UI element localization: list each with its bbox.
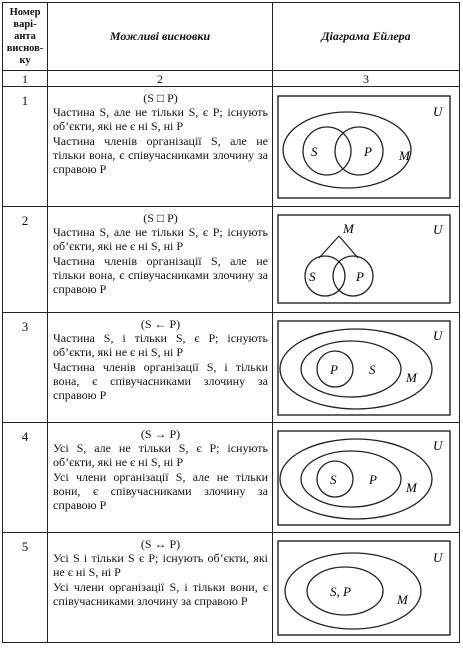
table-row: [3, 313, 460, 423]
conclusion-general: Частина S, але не тільки S, є P; існують об’єкти, які не є ні S, ні P: [53, 225, 268, 254]
column-index-1: 1: [3, 71, 48, 87]
column-index-3: 3: [273, 71, 460, 87]
label-m: M: [343, 220, 354, 236]
formula: (S ← P): [140, 317, 181, 331]
label-p: P: [364, 143, 372, 159]
conclusions-table: [2, 2, 460, 643]
set-m-ellipse: [283, 112, 411, 188]
row-number: 2: [3, 207, 48, 313]
universe-rect: [278, 321, 450, 415]
euler-diagram: [273, 534, 458, 642]
table-row: [3, 533, 460, 643]
euler-diagram: [273, 88, 458, 206]
label-sp: S, P: [330, 583, 351, 599]
label-p: P: [330, 361, 338, 377]
label-m: M: [397, 591, 408, 607]
label-s: S: [309, 268, 316, 284]
conclusion-applied: Усі члени організації S, і тільки вони, є співучасниками злочину за справою P: [53, 579, 268, 608]
label-p: P: [369, 471, 377, 487]
row-number: 3: [3, 313, 48, 423]
label-u: U: [433, 221, 443, 237]
label-s: S: [369, 361, 376, 377]
euler-diagram-cell: [273, 87, 460, 207]
conclusion-general: Частина S, і тільки S, є P; існують об’єкти, які не є ні S, ні P: [53, 331, 268, 360]
set-p-circle: [335, 127, 383, 175]
label-p: P: [356, 268, 364, 284]
conclusion-general: Частина S, але не тільки S, є P; існують об’єкти, які не є ні S, ні P: [53, 105, 268, 134]
table-row: [3, 207, 460, 313]
label-u: U: [433, 327, 443, 343]
pointer-line-p: [339, 236, 358, 258]
euler-diagram-cell: [273, 533, 460, 643]
header-euler-diagram: Діаграма Ейлера: [273, 3, 460, 71]
header-conclusions: Можливі висновки: [48, 3, 273, 71]
euler-diagram: [273, 208, 458, 312]
formula: (S ↔ P): [140, 537, 181, 551]
row-number: 4: [3, 423, 48, 533]
conclusion-applied: Усі члени організації S, але не тільки вони, є співучасниками злочину за справою P: [53, 469, 268, 513]
header-variant-number: Номер варі-анта виснов-ку: [3, 3, 48, 71]
label-u: U: [433, 103, 443, 119]
table-row: [3, 423, 460, 533]
euler-diagram: [273, 314, 458, 422]
label-u: U: [433, 549, 443, 565]
euler-diagram-cell: [273, 423, 460, 533]
column-index-2: 2: [48, 71, 273, 87]
conclusion-cell: [48, 423, 273, 533]
label-m: M: [406, 479, 417, 495]
conclusion-cell: [48, 533, 273, 643]
label-u: U: [433, 437, 443, 453]
universe-rect: [278, 541, 450, 635]
euler-diagram: [273, 424, 458, 532]
conclusion-applied: Частина членів організації S, і тільки вона, є співучасниками злочину за справою P: [53, 359, 268, 403]
label-m: M: [399, 147, 410, 163]
set-p-ellipse: [301, 451, 401, 507]
euler-diagram-cell: [273, 207, 460, 313]
set-p-circle: [333, 256, 373, 296]
conclusion-cell: [48, 313, 273, 423]
label-s: S: [330, 471, 337, 487]
label-m: M: [406, 369, 417, 385]
set-s-ellipse: [301, 341, 401, 397]
conclusion-general: Усі S, але не тільки S, є P; існують об’єкти, які не є ні S, ні P: [53, 441, 268, 470]
formula: (S □ P): [143, 91, 178, 105]
universe-rect: [278, 431, 450, 525]
conclusion-applied: Частина членів організації S, але не тільки вона, є співучасниками злочину за справою P: [53, 133, 268, 177]
conclusion-applied: Частина членів організації S, але не тільки вона, є співучасниками злочину за справою P: [53, 253, 268, 297]
formula: (S → P): [140, 427, 181, 441]
conclusion-cell: [48, 87, 273, 207]
conclusion-cell: [48, 207, 273, 313]
euler-diagram-cell: [273, 313, 460, 423]
set-m-ellipse: [285, 553, 421, 629]
row-number: 1: [3, 87, 48, 207]
row-number: 5: [3, 533, 48, 643]
table-row: [3, 87, 460, 207]
pointer-line-s: [319, 236, 339, 258]
conclusion-general: Усі S і тільки S є P; існують об’єкти, які не є ні S, ні P: [53, 551, 268, 580]
formula: (S □ P): [143, 211, 178, 225]
label-s: S: [311, 143, 318, 159]
